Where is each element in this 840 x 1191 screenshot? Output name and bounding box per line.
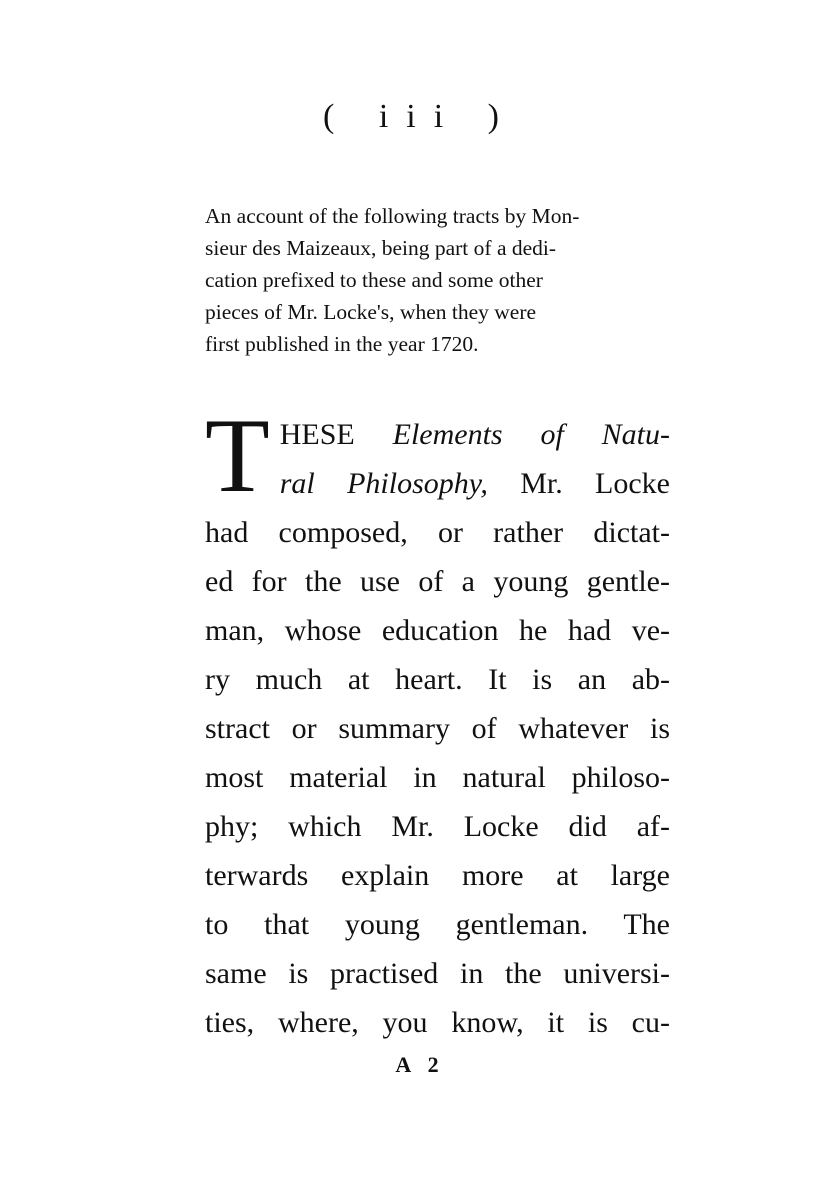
body-line: ties, where, you know, it is cu- [205,1006,670,1039]
body-line [205,410,670,459]
line2-italic: ral Philosophy, [279,467,488,500]
body-line: ry much at heart. It is an ab- [205,663,670,696]
line1-prefix: HESE [279,418,393,451]
body-line: ed for the use of a young gentle- [205,565,670,598]
signature-mark: A 2 [395,1052,445,1077]
body-line: same is practised in the universi- [205,957,670,990]
body-line: terwards explain more at large [205,859,670,892]
body-text [205,397,671,1047]
body-line: to that young gentleman. The [205,908,670,941]
body-line: phy; which Mr. Locke did af- [205,810,670,843]
account-line: sieur des Maizeaux, being part of a dedi- [205,236,557,260]
account-line: pieces of Mr. Locke's, when they were [205,300,537,324]
line1-italic: Elements of Natu- [392,418,671,451]
page-number: ( iii ) [323,98,517,135]
line2-rest: Mr. Locke [487,467,670,500]
body-line [205,459,670,508]
body-line: had composed, or rather dictat- [205,516,670,549]
account-line: first published in the year 1720. [205,332,479,356]
body-line: most material in natural philoso- [205,761,670,794]
account-note [205,200,697,360]
drop-cap: T [205,397,270,514]
body-line: stract or summary of whatever is [205,712,670,745]
account-line: An account of the following tracts by Mon- [205,204,580,228]
body-line: man, whose education he had ve- [205,614,670,647]
account-line: cation prefixed to these and some other [205,268,543,292]
